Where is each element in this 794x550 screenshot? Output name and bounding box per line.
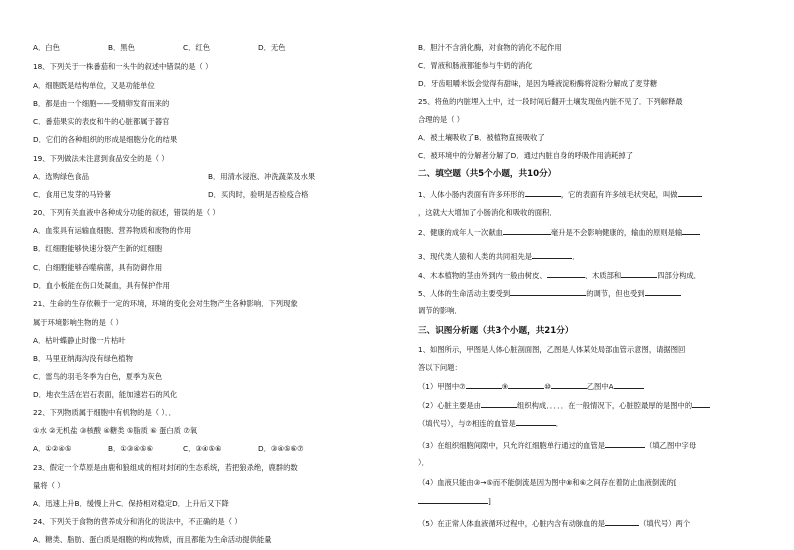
fill-q5-line1 [418, 288, 681, 299]
text: ． [555, 419, 564, 428]
option: C．红色 [183, 43, 210, 52]
option: A．①②④⑤ [33, 444, 72, 453]
answer-blank[interactable] [547, 270, 585, 278]
section-fill-in-title: 二、填空题（共5个小题，共10分） [418, 169, 557, 179]
q24-option-a: A．糖类、脂肪、蛋白质是细胞的构成物质，而且都能为生命活动提供能量 [33, 535, 272, 544]
q19-stem: 19、下列做法未注意到食品安全的是（ ） [33, 154, 169, 163]
q19-options-ab [33, 172, 383, 182]
text: 的调节，但也受到 [586, 289, 645, 298]
answer-blank[interactable] [532, 251, 572, 259]
text: 5、人体的生命活动主要受到 [418, 289, 511, 298]
answer-blank[interactable] [481, 400, 517, 408]
q18-stem: 18、下列关于一株番茄和一头牛的叙述中错误的是（ ） [33, 62, 213, 71]
answer-blank[interactable] [551, 381, 587, 389]
q21-option-d: D．地衣生活在岩石表面，能加速岩石的风化 [33, 390, 178, 399]
text: 毫升是不会影响健康的，输血的原则是输 [550, 228, 683, 237]
q21-stem-line1: 21、生命的生存依赖于一定的环境，环境的变化会对生物产生各种影响．下列现象 [33, 299, 298, 308]
q21-option-a: A．枯叶蝶静止时像一片枯叶 [33, 336, 126, 345]
option: B．①③④⑤⑥ [108, 444, 154, 453]
analysis-q1-stem-line2: 答以下问题： [418, 363, 462, 372]
analysis-q1-part1 [418, 381, 644, 392]
text: 、木质部和 [584, 271, 622, 280]
answer-blank[interactable] [692, 400, 710, 408]
text: ] [488, 497, 491, 506]
q22-items: ①水 ②无机盐 ③核酸 ④糖类 ⑤脂质 ⑥ 蛋白质 ⑦氧 [33, 426, 198, 435]
option: D．无色 [258, 43, 286, 52]
analysis-q1-part5 [418, 518, 690, 529]
q18-option-a: A．细胞既是结构单位，又是功能单位 [33, 81, 155, 90]
answer-blank[interactable] [418, 496, 488, 504]
option: C．③④⑤⑥ [183, 444, 222, 453]
text: ． [572, 252, 580, 261]
answer-blank[interactable] [614, 381, 644, 389]
text: ，它的表面有许多绒毛状突起，叫做 [560, 190, 678, 199]
analysis-q1-stem-line1: 1、如图所示，甲图是人体心脏剖面图，乙图是人体某处局部血管示意图，请据图回 [418, 345, 686, 354]
text: 1、人体小肠内表面有许多环形的 [418, 190, 525, 199]
q20-option-a: A．血浆具有运输血细胞、营养物质和废物的作用 [33, 226, 192, 235]
q22-options [33, 444, 333, 454]
answer-blank[interactable] [605, 518, 639, 526]
q20-option-c: C．白细胞能够吞噬病菌，具有防御作用 [33, 263, 163, 272]
text: （1）甲图中⑦ [418, 382, 466, 391]
answer-blank[interactable] [508, 381, 544, 389]
answer-blank[interactable] [516, 418, 556, 426]
text: ⑩ [544, 382, 551, 391]
q21-stem-line2: 属于环境影响生物的是（ ） [33, 318, 123, 327]
q22-stem: 22、下列物质属于细胞中有机物的是（ ）．． [33, 408, 176, 417]
q21-option-c: C．雷鸟的羽毛冬季为白色，夏季为灰色 [33, 372, 163, 381]
option: B．黑色 [108, 43, 135, 52]
q24-option-b: B．胆汁不含消化酶，对食物的消化不起作用 [418, 43, 562, 52]
option: A．选购绿色食品 [33, 172, 90, 181]
q24-option-d: D．牙齿咀嚼米饭会觉得有甜味，是因为唾液淀粉酶将淀粉分解成了麦芽糖 [418, 79, 658, 88]
option: D．③④⑤⑥⑦ [258, 444, 304, 453]
q23-stem-line1: 23、假定一个草原是由鹿和狼组成的相对封闭的生态系统，若把狼杀绝，鹿群的数 [33, 463, 298, 472]
answer-blank[interactable] [682, 227, 700, 235]
text: 3、现代类人猿和人类的共同祖先是 [418, 252, 533, 261]
analysis-q1-part3 [418, 440, 696, 451]
analysis-q1-part4: （4）血液只能由③→⑤而不能倒流是因为图中⑧和⑥之间存在着防止血液倒流的[ [418, 478, 677, 487]
option: D．买肉时，验明是否检疫合格 [208, 190, 309, 199]
q20-option-b: B．红细胞能够快速分裂产生新的红细胞 [33, 244, 163, 253]
fill-q4 [418, 270, 701, 281]
text: 4、木本植物的茎由外到内一般由树皮、 [418, 271, 547, 280]
text: ⑨ [501, 382, 509, 391]
option: B．用清水浸泡、冲洗蔬菜及水果 [208, 172, 316, 181]
q18-option-c: C．番茄果实的表皮和牛的心脏都属于器官 [33, 117, 170, 126]
text: 组织构成．．．．．在一般情况下，心脏腔最厚的是图中的 [517, 401, 693, 410]
q23-options: A．迅速上升B．缓慢上升C．保持相对稳定D．上升后又下降 [33, 499, 229, 508]
text: 乙图中A [586, 382, 614, 391]
fill-q5-line2: 调节的影响． [418, 306, 462, 315]
q17-options [33, 43, 333, 53]
q25-stem-line1: 25、将鱼的内脏埋入土中，过一段时间后翻开土壤发现鱼内脏不见了．下列解释最 [418, 97, 683, 106]
fill-q2 [418, 227, 700, 238]
q23-stem-line2: 量将（ ） [33, 481, 65, 490]
q19-options-cd [33, 190, 383, 200]
analysis-q1-part4-cont [418, 496, 491, 507]
q18-option-d: D．它们的各种组织的形成是细胞分化的结果 [33, 135, 178, 144]
answer-blank[interactable] [621, 270, 657, 278]
text: （2）心脏主要是由 [418, 401, 482, 410]
fill-q3 [418, 251, 579, 262]
answer-blank[interactable] [605, 440, 645, 448]
q20-stem: 20、下列有关血液中各种成分功能的叙述，错误的是（ ） [33, 208, 220, 217]
answer-blank[interactable] [466, 381, 502, 389]
text: （填代号），与⑦相连的血管是 [418, 419, 516, 428]
fill-q1-line1 [418, 189, 702, 200]
option: A．白色 [33, 43, 60, 52]
text: （3）在组织细胞间隙中，只允许红细胞单行通过的血管是 [418, 441, 606, 450]
q20-option-d: D．血小板能在伤口处凝血，具有保护作用 [33, 281, 170, 290]
answer-blank[interactable] [645, 288, 681, 296]
text: （填代号）两个 [639, 519, 691, 528]
answer-blank[interactable] [510, 288, 586, 296]
answer-blank[interactable] [678, 189, 702, 197]
q21-option-b: B．马里亚纳海沟没有绿色植物 [33, 354, 133, 363]
analysis-q1-part2 [418, 400, 710, 411]
analysis-q1-part2-cont [418, 418, 563, 429]
text: （填乙图中字母 [645, 441, 697, 450]
q25-options-cd: C．被环境中的分解者分解了D．通过内脏自身的呼吸作用消耗掉了 [418, 151, 634, 160]
analysis-q1-part3-cont: ）． [418, 458, 429, 467]
q25-options-ab: A．被土壤吸收了B．被植物直接吸收了 [418, 133, 545, 142]
fill-q1-line2: ，这就大大增加了小肠消化和吸收的面积． [418, 208, 557, 217]
q18-option-b: B．都是由一个细胞——受精卵发育而来的 [33, 99, 170, 108]
answer-blank[interactable] [503, 227, 551, 235]
answer-blank[interactable] [525, 189, 561, 197]
text: （5）在正常人体血液循环过程中，心脏内含有动脉血的是 [418, 519, 606, 528]
option: C．食用已发芽的马铃薯 [33, 190, 112, 199]
section-diagram-title: 三、识图分析题（共3个小题，共21分） [418, 326, 574, 336]
q24-stem: 24、下列关于食物的营养成分和消化的说法中，不正确的是（ ） [33, 517, 242, 526]
text: 四部分构成． [657, 271, 701, 280]
text: 2、健康的成年人一次献血 [418, 228, 503, 237]
q24-option-c: C．胃液和肠液都能参与牛奶的消化 [418, 61, 533, 70]
q25-stem-line2: 合理的是（ ） [418, 115, 465, 124]
